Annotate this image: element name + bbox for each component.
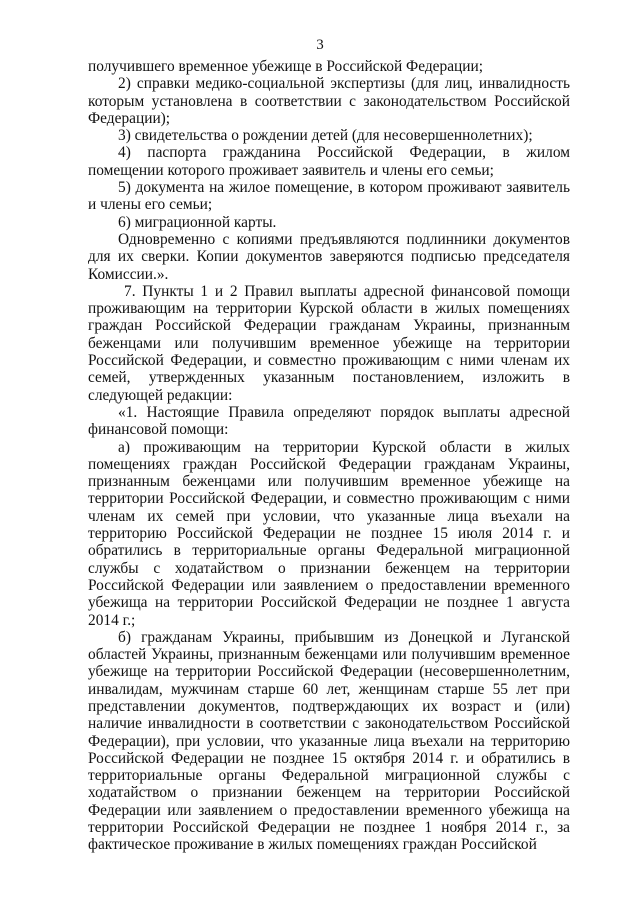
list-item-3: 3) свидетельства о рождении детей (для несовершеннолетних); xyxy=(118,127,533,145)
paragraph-item-7: 7. Пункты 1 и 2 Правил выплаты адресной финансовой помощи проживающим на территории Курской области в жилых помещениях граждан Российской Федерации гражданам Украины, признанным беженцами или получившим временное убежище на территории Российской Федерации, и совместно проживающим с ними членам их семей, утвержденных указанным постановлением, изложить в следующей редакции: xyxy=(88,282,570,404)
paragraph-subitem-a: а) проживающим на территории Курской области в жилых помещениях граждан Российской Федерации гражданам Украины, признанным беженцами или получившим временное убежище на территории Российской Федерации, и совместно проживающим с ними членам их семей при условии, что указанные лица въехали на территорию Российской Федерации не позднее 15 июля 2014 г. и обратились в территориальные органы Федеральной миграционной службы с ходатайством о признании беженцем на территории Российской Федерации или заявлением о предоставлении временного убежища на территории Российской Федерации не позднее 1 августа 2014 г.; xyxy=(88,438,570,629)
list-item-4: 4) паспорта гражданина Российской Федерации, в жилом помещении которого проживает заявитель и члены его семьи; xyxy=(88,144,570,179)
paragraph-originals: Одновременно с копиями предъявляются подлинники документов для их сверки. Копии документов заверяются подписью председателя Комиссии.». xyxy=(88,230,570,283)
page-number: 3 xyxy=(316,37,324,53)
paragraph-subitem-b: б) гражданам Украины, прибывшим из Донецкой и Луганской областей Украины, признанным беженцами или получившим временное убежище на территории Российской Федерации (несовершеннолетним, инвалидам, мужчинам старше 60 лет, женщинам старше 55 лет при представлении документов, подтверждающих их возраст и (или) наличие инвалидности в соответствии с законодательством Российской Федерации), при условии, что указанные лица въехали на территорию Российской Федерации не позднее 15 октября 2014 г. и обратились в территориальные органы Федеральной миграционной службы с ходатайством о признании беженцем на территории Российской Федерации или заявлением о предоставлении временного убежища на территории Российской Федерации не позднее 1 ноября 2014 г., за фактическое проживание в жилых помещениях граждан Российской xyxy=(88,628,570,854)
paragraph-continuation: получившего временное убежище в Российской Федерации; xyxy=(88,58,484,75)
list-item-6: 6) миграционной карты. xyxy=(118,213,277,231)
list-item-5: 5) документа на жилое помещение, в котором проживают заявитель и члены его семьи; xyxy=(88,179,570,214)
paragraph-rule-1: «1. Настоящие Правила определяют порядок выплаты адресной финансовой помощи: xyxy=(88,403,570,439)
document-body xyxy=(88,58,570,854)
list-item-2: 2) справки медико-социальной экспертизы (для лиц, инвалидность которым установлена в соответствии с законодательством Российской Федерации); xyxy=(88,75,570,127)
